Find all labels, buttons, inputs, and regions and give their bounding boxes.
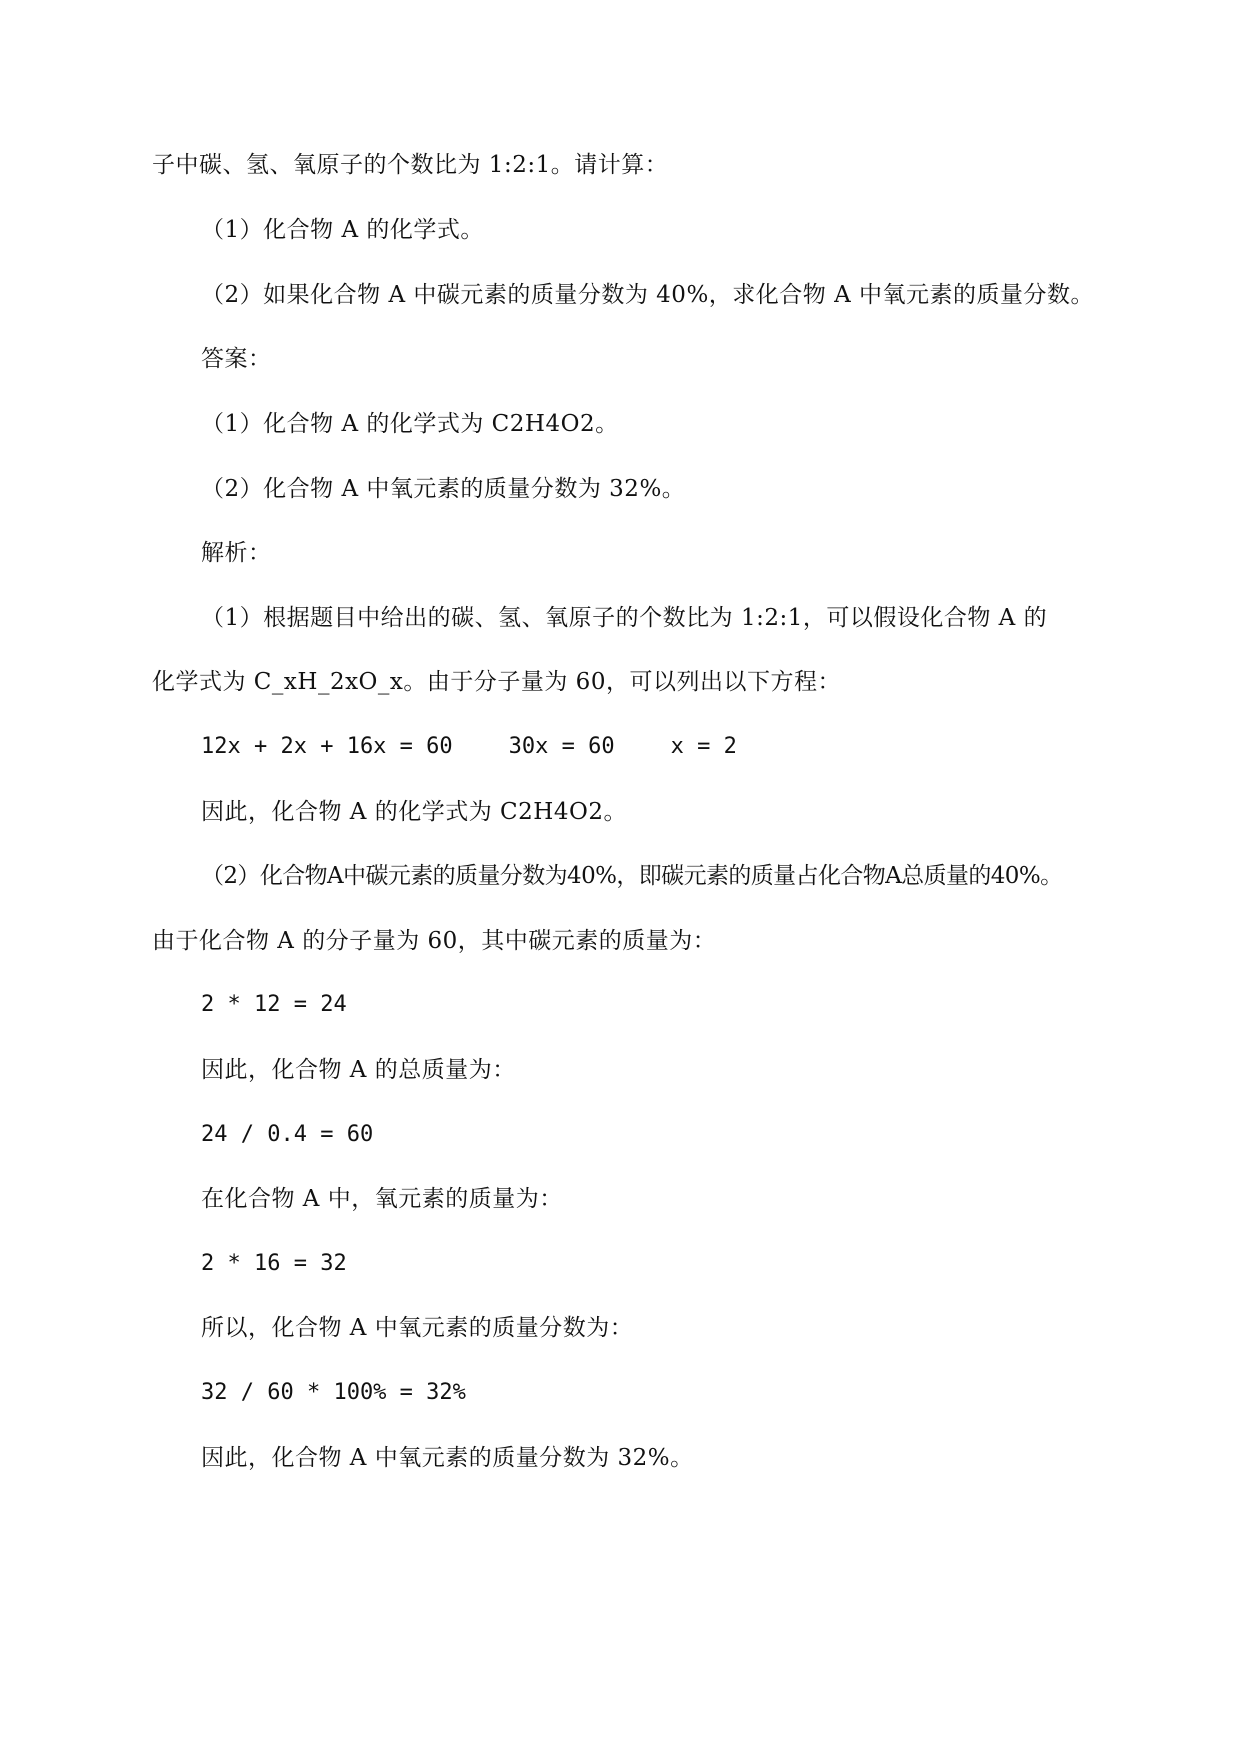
answer-part-2: （2）化合物 A 中氧元素的质量分数为 32%。 <box>201 476 686 502</box>
equation-simplified: 30x = 60 <box>508 734 615 759</box>
question-part-2: （2）如果化合物 A 中碳元素的质量分数为 40%，求化合物 A 中氧元素的质量分数。 <box>201 282 1095 308</box>
total-mass-calc: 24 / 0.4 = 60 <box>201 1122 374 1147</box>
total-mass-intro: 因此，化合物 A 的总质量为： <box>201 1057 516 1083</box>
analysis-part-2-line-1: （2）化合物A中碳元素的质量分数为40%，即碳元素的质量占化合物A总质量的40%。 <box>201 863 1063 889</box>
carbon-mass-calc: 2 * 12 = 24 <box>201 992 347 1017</box>
analysis-part-1-line-2: 化学式为 C_xH_2xO_x。由于分子量为 60，可以列出以下方程： <box>152 669 841 695</box>
answer-part-1: （1）化合物 A 的化学式为 C2H4O2。 <box>201 411 619 437</box>
analysis-part-1-line-1: （1）根据题目中给出的碳、氢、氧原子的个数比为 1:2:1，可以假设化合物 A 的 <box>201 605 1048 631</box>
equation-row <box>201 732 737 762</box>
equation-sum: 12x + 2x + 16x = 60 <box>201 734 453 759</box>
analysis-part-2-line-2: 由于化合物 A 的分子量为 60，其中碳元素的质量为： <box>152 928 717 954</box>
answer-heading: 答案： <box>201 346 272 372</box>
question-part-1: （1）化合物 A 的化学式。 <box>201 217 484 243</box>
analysis-conclusion-1: 因此，化合物 A 的化学式为 C2H4O2。 <box>201 799 627 825</box>
oxygen-mass-intro: 在化合物 A 中，氧元素的质量为： <box>201 1186 563 1212</box>
question-intro-line: 子中碳、氢、氧原子的个数比为 1:2:1。请计算： <box>152 152 669 178</box>
oxygen-fraction-intro: 所以，化合物 A 中氧元素的质量分数为： <box>201 1315 634 1341</box>
oxygen-fraction-calc: 32 / 60 * 100% = 32% <box>201 1380 466 1405</box>
analysis-heading: 解析： <box>201 540 272 566</box>
equation-solution: x = 2 <box>670 734 737 759</box>
final-conclusion: 因此，化合物 A 中氧元素的质量分数为 32%。 <box>201 1445 694 1471</box>
oxygen-mass-calc: 2 * 16 = 32 <box>201 1251 347 1276</box>
